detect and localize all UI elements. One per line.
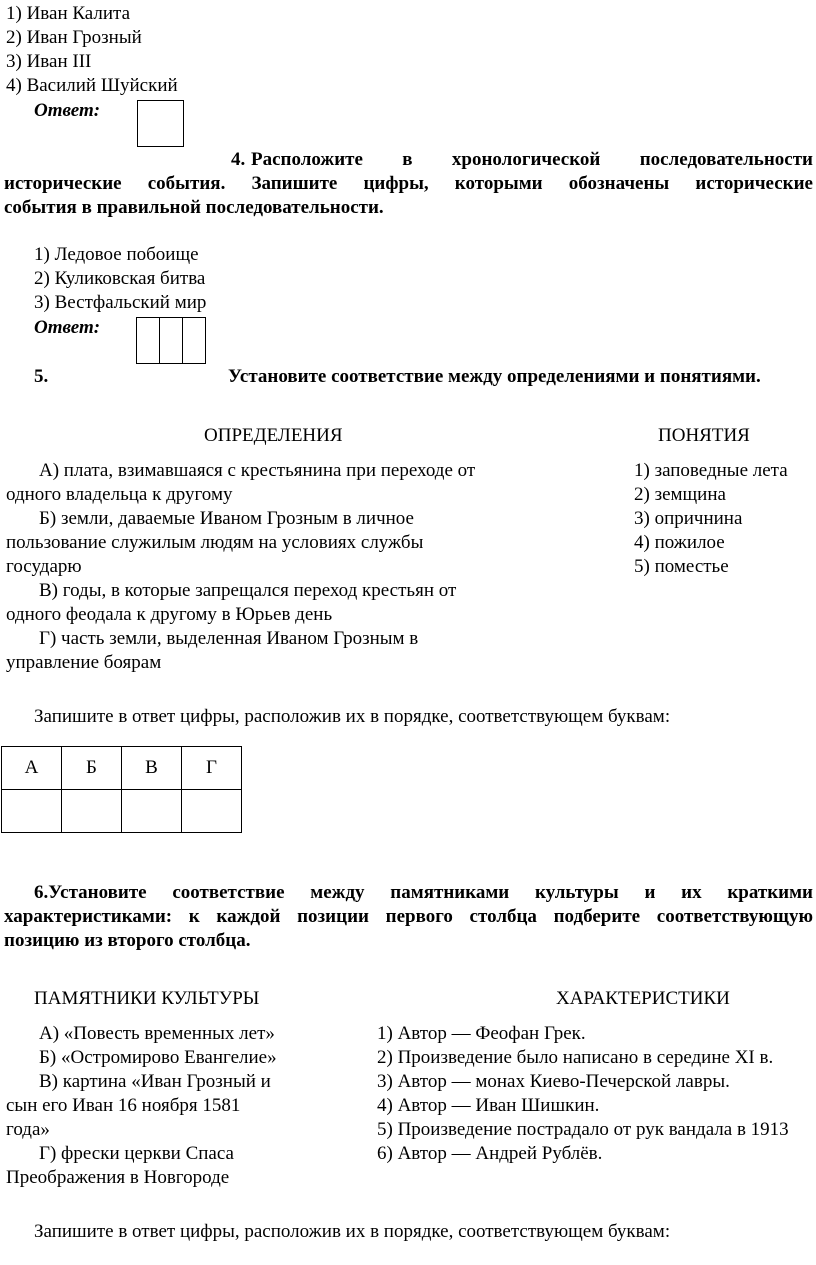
q6-title-line3: позицию из второго столбца. bbox=[4, 930, 251, 951]
q4-option-3: 3) Вестфальский мир bbox=[34, 292, 207, 313]
q5-definition-g-line1: Г) часть земли, выделенная Иваном Грозным в bbox=[39, 628, 419, 649]
q6-monument-v-line1: В) картина «Иван Грозный и bbox=[39, 1071, 271, 1092]
q4-answer-cell[interactable] bbox=[183, 318, 206, 364]
q5-title: Установите соответствие между определениями и понятиями. bbox=[228, 366, 761, 387]
q5-concept-1: 1) заповедные лета bbox=[634, 460, 788, 481]
q3-answer-label: Ответ: bbox=[34, 100, 101, 121]
q5-definition-b-line1: Б) земли, даваемые Иваном Грозным в личное bbox=[39, 508, 414, 529]
q5-definition-a-line1: А) плата, взимавшаяся с крестьянина при переходе от bbox=[39, 460, 476, 481]
q6-characteristic-5: 5) Произведение пострадало от рук вандала в 1913 bbox=[377, 1119, 789, 1140]
q5-letter-b: Б bbox=[62, 747, 122, 790]
q6-monument-g-line2: Преображения в Новгороде bbox=[6, 1167, 230, 1188]
q5-letter-v: В bbox=[122, 747, 182, 790]
q6-title-line1: 6.Установите соответствие между памятниками культуры и их краткими bbox=[34, 882, 813, 903]
q5-concept-4: 4) пожилое bbox=[634, 532, 725, 553]
q3-option-2: 2) Иван Грозный bbox=[6, 27, 142, 48]
q6-right-header: ХАРАКТЕРИСТИКИ bbox=[556, 988, 730, 1009]
q6-left-header: ПАМЯТНИКИ КУЛЬТУРЫ bbox=[34, 988, 260, 1009]
q5-left-header: ОПРЕДЕЛЕНИЯ bbox=[204, 425, 343, 446]
q5-definition-b-line2: пользование служилым людям на условиях службы bbox=[6, 532, 424, 553]
q5-concept-2: 2) земщина bbox=[634, 484, 726, 505]
q6-characteristic-2: 2) Произведение было написано в середине XI в. bbox=[377, 1047, 774, 1068]
q5-answer-cell[interactable] bbox=[182, 790, 242, 833]
q5-answer-cell[interactable] bbox=[62, 790, 122, 833]
q6-monument-v-line3: года» bbox=[6, 1119, 50, 1140]
q5-definition-v-line1: В) годы, в которые запрещался переход крестьян от bbox=[39, 580, 457, 601]
q5-answer-table bbox=[1, 746, 242, 833]
q4-answer-cell[interactable] bbox=[160, 318, 183, 364]
q6-characteristic-6: 6) Автор — Андрей Рублёв. bbox=[377, 1143, 603, 1164]
q4-option-1: 1) Ледовое побоище bbox=[34, 244, 199, 265]
q3-option-4: 4) Василий Шуйский bbox=[6, 75, 178, 96]
q6-title-line2: характеристиками: к каждой позиции первого столбца подберите соответствующую bbox=[4, 906, 813, 927]
q5-answer-cell[interactable] bbox=[2, 790, 62, 833]
q6-instruction: Запишите в ответ цифры, расположив их в порядке, соответствующем буквам: bbox=[34, 1221, 671, 1242]
q4-number: 4. bbox=[231, 149, 246, 170]
q3-option-3: 3) Иван III bbox=[6, 51, 92, 72]
q5-letter-a: А bbox=[2, 747, 62, 790]
q5-definition-b-line3: государю bbox=[6, 556, 82, 577]
q5-letter-g: Г bbox=[182, 747, 242, 790]
q4-answer-label: Ответ: bbox=[34, 317, 101, 338]
q4-answer-cells bbox=[136, 317, 206, 364]
q4-title-line2: исторические события. Запишите цифры, которыми обозначены исторические bbox=[4, 173, 813, 194]
q4-title-line1: Расположите в хронологической последовательности bbox=[251, 149, 813, 170]
q6-monument-v-line2: сын его Иван 16 ноября 1581 bbox=[6, 1095, 241, 1116]
q5-number: 5. bbox=[34, 366, 49, 387]
q4-option-2: 2) Куликовская битва bbox=[34, 268, 206, 289]
q6-monument-a: А) «Повесть временных лет» bbox=[39, 1023, 275, 1044]
q5-definition-g-line2: управление боярам bbox=[6, 652, 162, 673]
q4-title-line3: события в правильной последовательности. bbox=[4, 197, 384, 218]
q5-right-header: ПОНЯТИЯ bbox=[658, 425, 750, 446]
q6-monument-g-line1: Г) фрески церкви Спаса bbox=[39, 1143, 234, 1164]
q4-answer-cell[interactable] bbox=[137, 318, 160, 364]
q3-answer-box[interactable] bbox=[137, 100, 184, 147]
q5-answer-cell[interactable] bbox=[122, 790, 182, 833]
q6-monument-b: Б) «Остромирово Евангелие» bbox=[39, 1047, 277, 1068]
q6-characteristic-4: 4) Автор — Иван Шишкин. bbox=[377, 1095, 600, 1116]
q5-concept-5: 5) поместье bbox=[634, 556, 729, 577]
q5-instruction: Запишите в ответ цифры, расположив их в порядке, соответствующем буквам: bbox=[34, 706, 671, 727]
q5-concept-3: 3) опричнина bbox=[634, 508, 743, 529]
q3-option-1: 1) Иван Калита bbox=[6, 3, 131, 24]
q5-definition-v-line2: одного феодала к другому в Юрьев день bbox=[6, 604, 333, 625]
q6-characteristic-1: 1) Автор — Феофан Грек. bbox=[377, 1023, 586, 1044]
q6-characteristic-3: 3) Автор — монах Киево-Печерской лавры. bbox=[377, 1071, 730, 1092]
q5-definition-a-line2: одного владельца к другому bbox=[6, 484, 233, 505]
